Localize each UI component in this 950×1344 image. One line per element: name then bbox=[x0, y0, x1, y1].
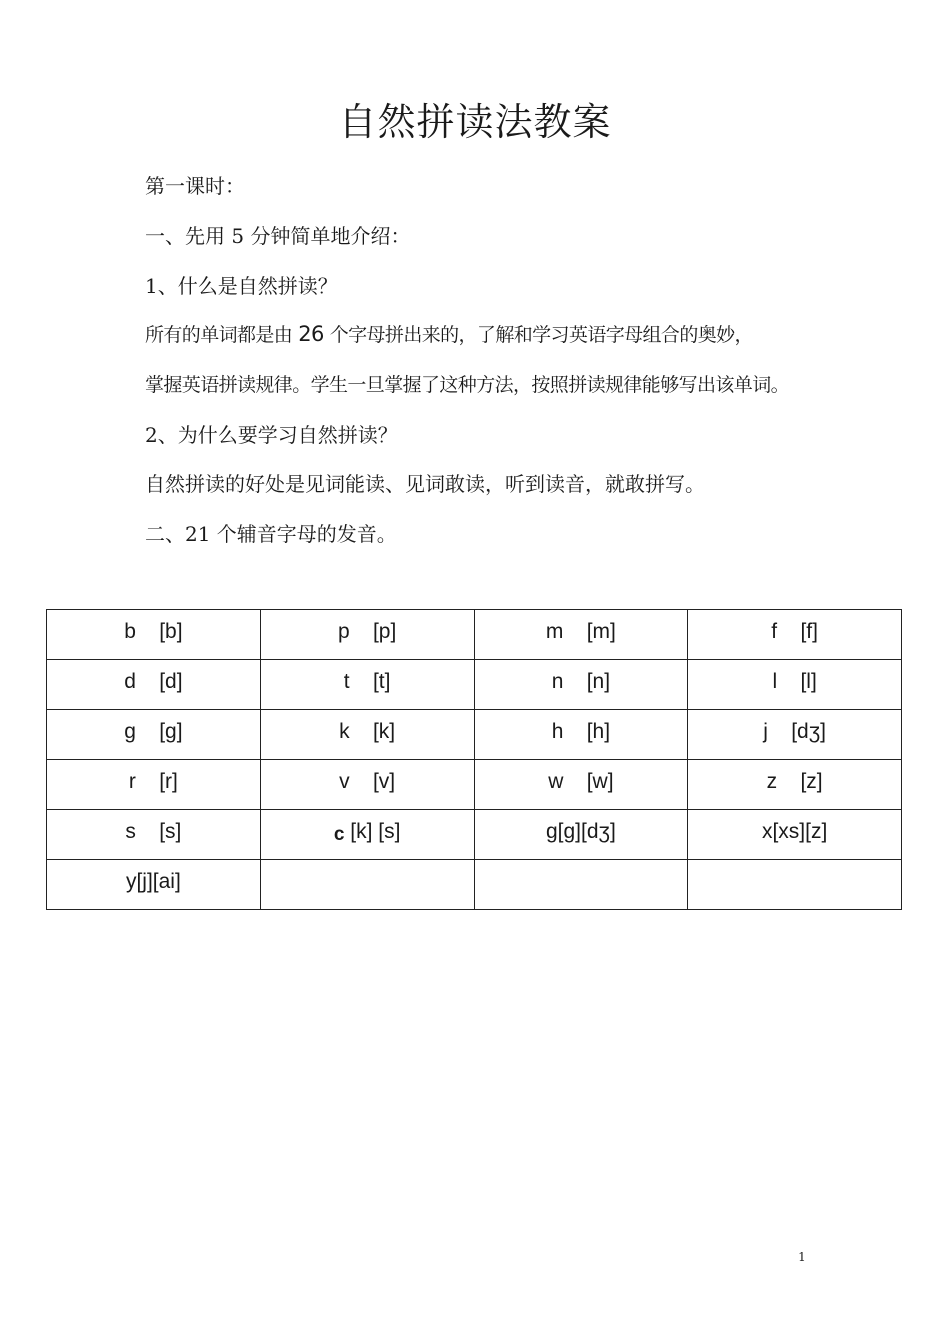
table-cell-empty bbox=[688, 860, 902, 910]
table-cell: g [g] bbox=[47, 710, 261, 760]
section-one-heading: 一、先用 5 分钟简单地介绍： bbox=[145, 224, 411, 248]
answer-one-text-a: 所有的单词都是由 bbox=[145, 324, 293, 346]
table-cell: k [k] bbox=[260, 710, 474, 760]
table-cell: n [n] bbox=[474, 660, 688, 710]
table-cell: l [l] bbox=[688, 660, 902, 710]
answer-two: 自然拼读的好处是见词能读、见词敢读，听到读音，就敢拼写。 bbox=[145, 472, 705, 496]
table-cell: p [p] bbox=[260, 610, 474, 660]
table-cell: t [t] bbox=[260, 660, 474, 710]
table-row bbox=[47, 660, 902, 710]
table-row bbox=[47, 610, 902, 660]
answer-one-line-one bbox=[145, 319, 753, 350]
consonant-sounds-table bbox=[46, 609, 902, 910]
answer-one-number: 26 bbox=[298, 322, 324, 346]
lesson-label: 第一课时： bbox=[145, 174, 245, 198]
table-cell-c bbox=[260, 810, 474, 860]
table-cell: x[xs][z] bbox=[688, 810, 902, 860]
answer-one-line-two: 掌握英语拼读规律。学生一旦掌握了这种方法，按照拼读规律能够写出该单词。 bbox=[145, 374, 790, 396]
table-cell: y[j][ai] bbox=[47, 860, 261, 910]
table-cell: f [f] bbox=[688, 610, 902, 660]
table-row bbox=[47, 810, 902, 860]
table-cell: w [w] bbox=[474, 760, 688, 810]
question-one: 1、什么是自然拼读？ bbox=[145, 274, 338, 298]
c-letter: c bbox=[333, 824, 345, 845]
document-title: 自然拼读法教案 bbox=[338, 100, 612, 144]
table-cell: v [v] bbox=[260, 760, 474, 810]
table-row bbox=[47, 760, 902, 810]
answer-one-text-b: 个字母拼出来的，了解和学习英语字母组合的奥妙， bbox=[329, 324, 753, 346]
table-row bbox=[47, 860, 902, 910]
table-cell: s [s] bbox=[47, 810, 261, 860]
question-two: 2、为什么要学习自然拼读？ bbox=[145, 423, 398, 447]
table-cell: j [dʒ] bbox=[688, 710, 902, 760]
table-cell-empty bbox=[260, 860, 474, 910]
section-two-heading: 二、21 个辅音字母的发音。 bbox=[145, 522, 397, 546]
table-cell: b [b] bbox=[47, 610, 261, 660]
table-row bbox=[47, 710, 902, 760]
table-cell: z [z] bbox=[688, 760, 902, 810]
table-cell: m [m] bbox=[474, 610, 688, 660]
table-cell: h [h] bbox=[474, 710, 688, 760]
c-sounds: [k] [s] bbox=[350, 820, 401, 843]
table-cell-empty bbox=[474, 860, 688, 910]
table-cell: r [r] bbox=[47, 760, 261, 810]
table-cell: g[g][dʒ] bbox=[474, 810, 688, 860]
page-number: 1 bbox=[798, 1250, 806, 1264]
table-cell: d [d] bbox=[47, 660, 261, 710]
